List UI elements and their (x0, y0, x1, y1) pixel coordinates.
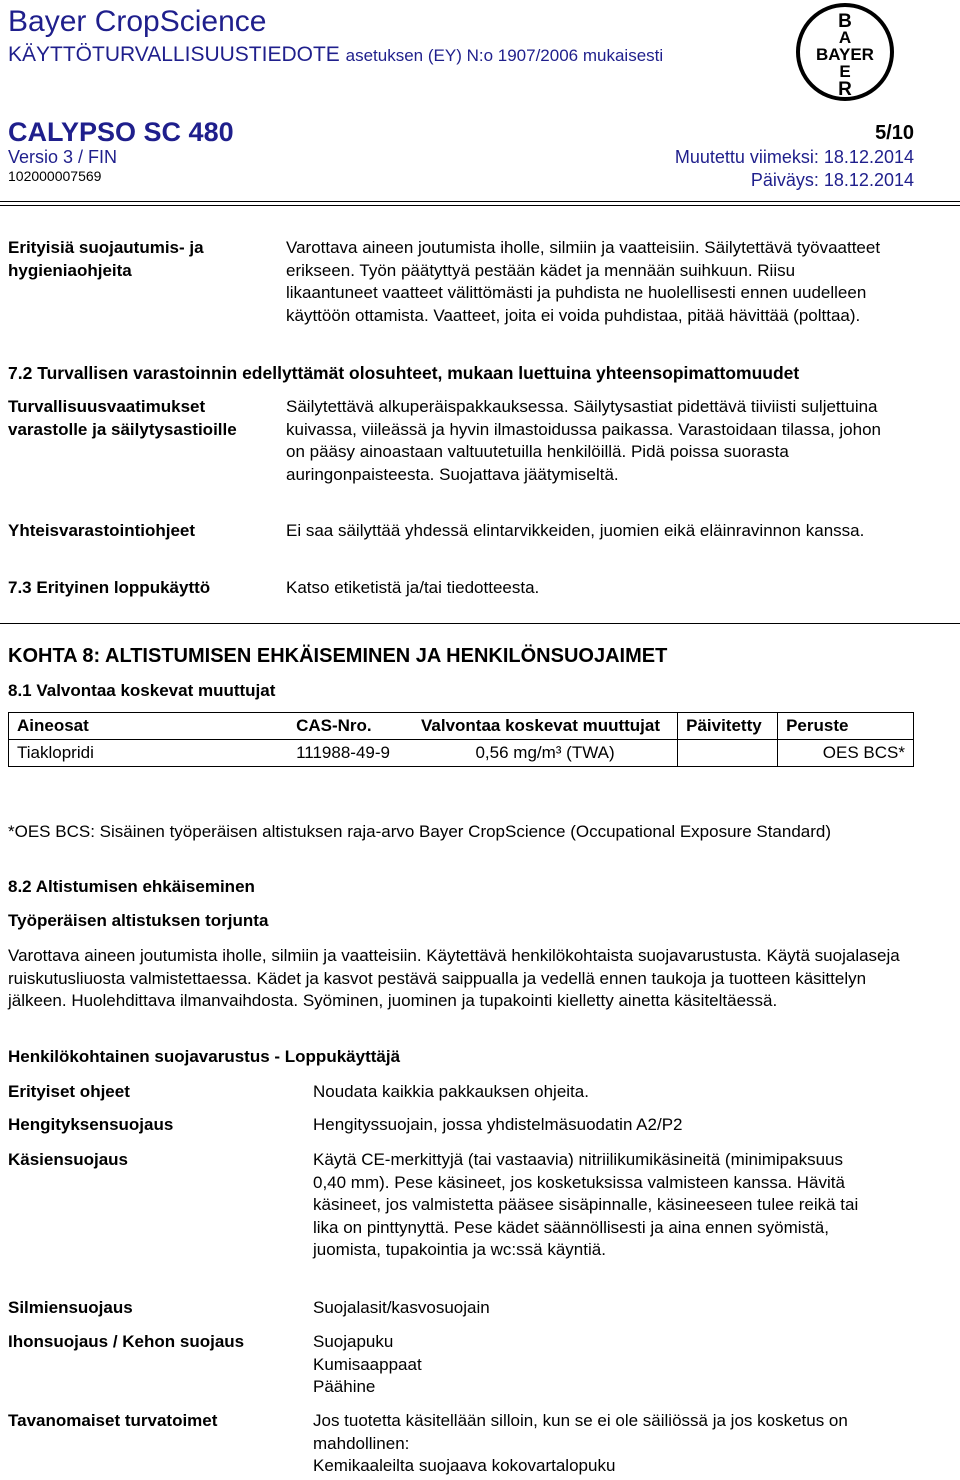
logo-word-bayer: BAYER (816, 45, 874, 64)
ppe-value-line: Jos tuotetta käsitellään silloin, kun se ei ole säiliössä ja jos kosketus on mahdollinen: (313, 1411, 848, 1453)
co-storage-text: Ei saa säilyttää yhdessä elintarvikkeiden, juomien eikä eläinravinnon kanssa. (286, 521, 865, 540)
hygiene-label: Erityisiä suojautumis- ja hygieniaohjeita (8, 238, 204, 280)
logo-letter-b: B (838, 11, 852, 32)
ppe-value-line: Kumisaappaat (313, 1354, 422, 1374)
exposure-limits-table (8, 712, 914, 767)
logo-letter-e: E (839, 62, 851, 81)
document-id: 102000007569 (8, 168, 102, 184)
section-7-3-text: Katso etiketistä ja/tai tiedotteesta. (286, 578, 540, 597)
header-divider-2 (0, 205, 960, 206)
document-regulation: asetuksen (EY) N:o 1907/2006 mukaisesti (345, 46, 664, 65)
ppe-value-line: Päähine (313, 1377, 376, 1396)
section-8-title: KOHTA 8: ALTISTUMISEN EHKÄISEMINEN JA HENKILÖNSUOJAIMET (8, 645, 668, 667)
ppe-label: Silmiensuojaus (8, 1298, 133, 1317)
table-header-cell: Aineosat (9, 713, 289, 740)
storage-label: Turvallisuusvaatimukset varastolle ja säilytysastioille (8, 397, 237, 439)
modified-date: Muutettu viimeksi: 18.12.2014 (674, 147, 914, 167)
table-header-cell: CAS-Nro. (288, 713, 413, 740)
hygiene-text: Varottava aineen joutumista iholle, silmiin ja vaatteisiin. Säilytettävä työvaatteet erikseen. Työn päätyttyä pestään kädet ja mennään suihkuun. Riisu likaantuneet vaatteet välittömästi ja puhdista ne huolellisesti ennen uudelleen käyttöön ottamista. Vaatteet, joita ei voida puhdistaa, pitää hävittää (polttaa). (286, 238, 881, 325)
section-7-3-title: 7.3 Erityinen loppukäyttö (8, 578, 211, 597)
header-divider (0, 201, 960, 202)
table-header-cell: Valvontaa koskevat muuttujat (413, 713, 678, 740)
ppe-label: Hengityksensuojaus (8, 1115, 174, 1134)
section-8-1-title: 8.1 Valvontaa koskevat muuttujat (8, 681, 276, 700)
version: Versio 3 / FIN (8, 147, 118, 167)
storage-text: Säilytettävä alkuperäispakkauksessa. Säilytysastiat pidettävä tiiviisti suljettuina kuivassa, viileässä ja hyvin ilmastoidussa paikassa. Varastoidaan tilassa, johon on pääsy ainoastaan valtuutetuilla henkilöillä. Pidä poissa suorasta auringonpaisteesta. Suojattava jäätymiseltä. (286, 397, 881, 484)
co-storage-label: Yhteisvarastointiohjeet (8, 521, 196, 540)
logo-letter-r: R (838, 79, 852, 100)
section-7-2-title: 7.2 Turvallisen varastoinnin edellyttämät olosuhteet, mukaan luettuina yhteensopimattomuudet (8, 363, 800, 383)
section-8-2-title: 8.2 Altistumisen ehkäiseminen (8, 877, 255, 896)
table-cell: 0,56 mg/m³ (TWA) (413, 740, 678, 767)
section-divider (0, 623, 960, 624)
logo-letter-a: A (838, 28, 852, 47)
ppe-value: Suojalasit/kasvosuojain (313, 1298, 490, 1317)
ppe-value: Noudata kaikkia pakkauksen ohjeita. (313, 1082, 589, 1101)
table-header-cell: Päivitetty (678, 713, 778, 740)
ppe-value: Käytä CE-merkittyjä (tai vastaavia) nitriilikumikäsineitä (minimipaksuus 0,40 mm). Pese käsineet, jos kosketuksissa valmisteen kanssa. Hävitä käsineet, jos valmistetta pääsee sisäpinnalle, käsineeseen tulee reikä tai lika on pinttynyttä. Pese kädet säännöllisesti ja aina ennen syömistä, juomista, tupakointia ja wc:ssä käyntiä. (313, 1150, 859, 1259)
table-header-cell: Peruste (778, 713, 914, 740)
ppe-value-line: Kemikaaleilta suojaava kokovartalopuku (313, 1456, 616, 1475)
page-number: 5/10 (875, 122, 914, 144)
ppe-title: Henkilökohtainen suojavarustus - Loppukäyttäjä (8, 1047, 401, 1066)
ppe-label: Tavanomaiset turvatoimet (8, 1411, 218, 1430)
table-cell: 111988-49-9 (288, 740, 413, 767)
table-cell (678, 740, 778, 767)
product-name: CALYPSO SC 480 (8, 117, 234, 147)
ppe-value (313, 1410, 913, 1478)
company-name: Bayer CropScience (8, 5, 267, 38)
ppe-label: Käsiensuojaus (8, 1150, 128, 1169)
issue-date: Päiväys: 18.12.2014 (750, 170, 914, 190)
ppe-label: Erityiset ohjeet (8, 1082, 130, 1101)
table-footnote: *OES BCS: Sisäinen työperäisen altistuksen raja-arvo Bayer CropScience (Occupational Exposure Standard) (8, 822, 832, 841)
occupational-exposure-text: Varottava aineen joutumista iholle, silmiin ja vaatteisiin. Käytettävä henkilökohtaista suojavarustusta. Käytä suojalaseja ruiskutusliuosta valmistettaessa. Kädet ja kasvot pestävä saippualla ja vedellä ennen taukoja ja tuotteen käsittelyn jälkeen. Huolehdittava ilmanvaihdosta. Syöminen, juominen ja tupakointi kielletty ainetta käsiteltäessä. (8, 946, 900, 1010)
table-header-row (9, 713, 914, 740)
table-row (9, 740, 914, 767)
table-cell: Tiaklopridi (9, 740, 289, 767)
ppe-value-line: Suojapuku (313, 1332, 394, 1351)
table-cell: OES BCS* (778, 740, 914, 767)
ppe-value: Hengityssuojain, jossa yhdistelmäsuodatin A2/P2 (313, 1115, 683, 1134)
ppe-value (313, 1331, 913, 1399)
bayer-cross-logo (795, 2, 895, 102)
occupational-exposure-title: Työperäisen altistuksen torjunta (8, 911, 269, 930)
ppe-label: Ihonsuojaus / Kehon suojaus (8, 1332, 245, 1351)
document-title (8, 42, 663, 69)
document-type: KÄYTTÖTURVALLISUUSTIEDOTE (8, 43, 340, 66)
